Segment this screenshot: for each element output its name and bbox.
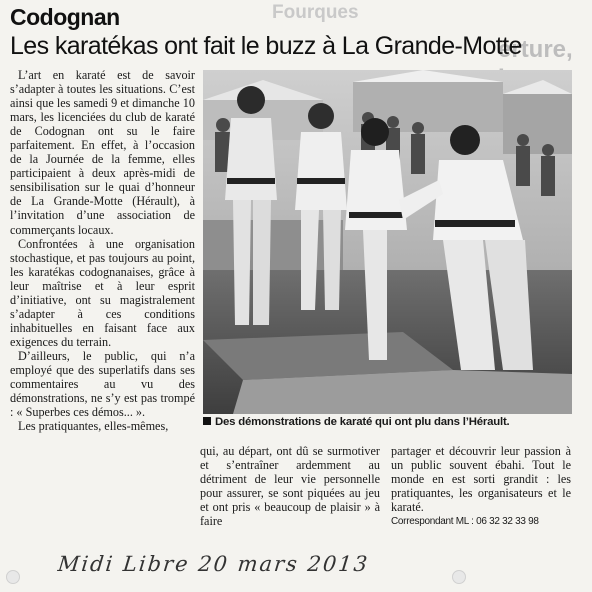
photo-illustration	[203, 70, 572, 414]
karate-photo	[203, 70, 572, 414]
correspondent-credit: Correspondant ML : 06 32 32 33 98	[391, 516, 539, 528]
paragraph: L’art en karaté est de savoir s’adapter à toutes les situations. C’est ainsi que les samedi 9 et dimanche 10 mars, les licenciées du club de karaté de Codognan ont su le faire parfaitement. En effet, à l’occasion de la Journée de la femme, elles participaient à deux après-midi de sensibilisation sur le quai d’honneur de La Grande-Motte (Hérault), à l’invitation d’une association de commerçants locaux.	[10, 68, 195, 237]
square-bullet-icon	[203, 417, 211, 425]
headline: Les karatékas ont fait le buzz à La Grande-Motte	[10, 32, 522, 60]
paragraph: partager et découvrir leur passion à un public souvent ébahi. Tout le monde en est sorti grandit : les pratiquantes, les organisateurs et le karaté.	[391, 444, 571, 515]
caption-text: Des démonstrations de karaté qui ont plu dans l’Hérault.	[215, 416, 510, 428]
article-column-1	[10, 68, 195, 433]
punch-hole	[6, 570, 20, 584]
bleed-through-text: erture,	[498, 36, 573, 63]
paragraph: Confrontées à une organisation stochastique, et pas toujours au point, les karatékas codognanaises, grâce à leur maîtrise et à leur esprit d’initiative, ont su magistralement s’adapter à ces conditions inhabituelles en faisant face aux exigences du terrain.	[10, 236, 195, 349]
paragraph: D’ailleurs, le public, qui n’a employé que des superlatifs dans ses commentaires au vu des démonstrations, ne s’y est pas trompé : « Superbes ces démos... ».	[10, 348, 195, 420]
handwritten-source-note: Midi Libre 20 mars 2013	[56, 552, 371, 576]
photo-caption	[203, 416, 572, 428]
bleed-through-heading: Fourques	[272, 2, 359, 23]
punch-hole	[452, 570, 466, 584]
town-name: Codognan	[10, 4, 120, 30]
paragraph: Les pratiquantes, elles-mêmes,	[18, 419, 169, 434]
paragraph: qui, au départ, ont dû se surmotiver et s’entraîner ardemment au détriment de leur vie personnelle pour assurer, se sont piquées au jeu et ont pris « beaucoup de plaisir » à faire	[200, 444, 380, 529]
article-column-3	[391, 444, 571, 529]
article-column-2	[200, 444, 380, 528]
